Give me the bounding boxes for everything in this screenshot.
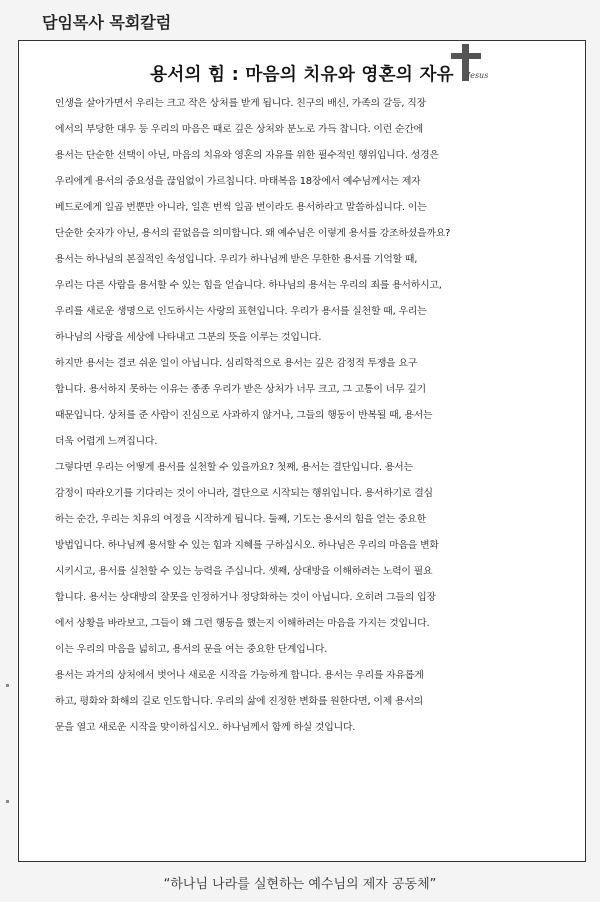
margin-dot [6,800,9,803]
article-body [39,91,569,741]
text-line: 우리는 다른 사람을 용서할 수 있는 힘을 얻습니다. 하나님의 용서는 우리의 죄를 용서하시고, [55,280,442,291]
text-line: 용서는 단순한 선택이 아닌, 마음의 치유와 영혼의 자유를 위한 필수적인 행위입니다. 성경은 [55,150,439,161]
column-frame [18,40,586,862]
text-line: 단순한 숫자가 아닌, 용서의 끝없음을 의미합니다. 왜 예수님은 이렇게 용서를 강조하셨을까요? [55,228,451,239]
article-title: 용서의 힘 : 마음의 치유와 영혼의 자유 [150,65,454,85]
text-line: 그렇다면 우리는 어떻게 용서를 실천할 수 있을까요? 첫째, 용서는 결단입니다. 용서는 [55,462,413,473]
text-line: 이는 우리의 마음을 넓히고, 용서의 문을 여는 중요한 단계입니다. [55,644,328,655]
paragraph [39,91,569,247]
text-line: 용서는 하나님의 본질적인 속성입니다. 우리가 하나님께 받은 무한한 용서를 기억할 때, [55,254,418,265]
text-line: 에서의 부당한 대우 등 우리의 마음은 때로 깊은 상처와 분노로 가득 찹니다. 이런 순간에 [55,124,424,135]
text-line: 감정이 따라오기를 기다리는 것이 아니라, 결단으로 시작되는 행위입니다. 용서하기로 결심 [55,488,433,499]
text-line: 합니다. 용서는 상대방의 잘못을 인정하거나 정당화하는 것이 아닙니다. 오히려 그들의 입장 [55,592,436,603]
paragraph [39,351,569,455]
text-line: 하는 순간, 우리는 치유의 여정을 시작하게 됩니다. 둘째, 기도는 용서의 힘을 얻는 중요한 [55,514,426,525]
text-line: 문을 열고 새로운 시작을 맞이하십시오. 하나님께서 함께 하실 것입니다. [55,722,356,733]
text-line: 우리를 새로운 생명으로 인도하시는 사랑의 표현입니다. 우리가 용서를 실천할 때, 우리는 [55,306,427,317]
text-line: 베드로에게 일곱 번뿐만 아니라, 일흔 번씩 일곱 번이라도 용서하라고 말씀하십니다. 이는 [55,202,427,213]
text-line: 합니다. 용서하지 못하는 이유는 종종 우리가 받은 상처가 너무 크고, 그 고통이 너무 깊기 [55,384,426,395]
text-line: 더욱 어렵게 느껴집니다. [55,436,158,447]
text-line: 하지만 용서는 결코 쉬운 일이 아닙니다. 심리학적으로 용서는 깊은 감정적 투쟁을 요구 [55,358,418,369]
logo-text: Jesus [467,71,489,80]
paragraph [39,247,569,351]
text-line: 하나님의 사랑을 세상에 나타내고 그분의 뜻을 이루는 것입니다. [55,332,322,343]
text-line: 시키시고, 용서를 실천할 수 있는 능력을 주십니다. 셋째, 상대방을 이해하려는 노력이 필요 [55,566,433,577]
text-line: 방법입니다. 하나님께 용서할 수 있는 힘과 지혜를 구하십시오. 하나님은 우리의 마음을 변화 [55,540,439,551]
text-line: 우리에게 용서의 중요성을 끊임없이 가르칩니다. 마태복음 18장에서 예수님께서는 제자 [55,176,421,187]
paragraph [39,455,569,663]
text-line: 인생을 살아가면서 우리는 크고 작은 상처를 받게 됩니다. 친구의 배신, 가족의 갈등, 직장 [55,98,426,109]
text-line: 용서는 과거의 상처에서 벗어나 새로운 시작을 가능하게 합니다. 용서는 우리를 자유롭게 [55,670,424,681]
text-line: 때문입니다. 상처를 준 사람이 진심으로 사과하지 않거나, 그들의 행동이 반복될 때, 용서는 [55,410,433,421]
paragraph [39,663,569,741]
margin-dot [6,684,9,687]
section-label: 담임목사 목회칼럼 [42,13,172,32]
text-line: 에서 상황을 바라보고, 그들이 왜 그런 행동을 했는지 이해하려는 마음을 가지는 것입니다. [55,618,430,629]
text-line: 하고, 평화와 화해의 길로 인도합니다. 우리의 삶에 진정한 변화를 원한다면, 이제 용서의 [55,696,424,707]
footer-slogan: “하나님 나라를 실현하는 예수님의 제자 공동체” [163,877,437,892]
